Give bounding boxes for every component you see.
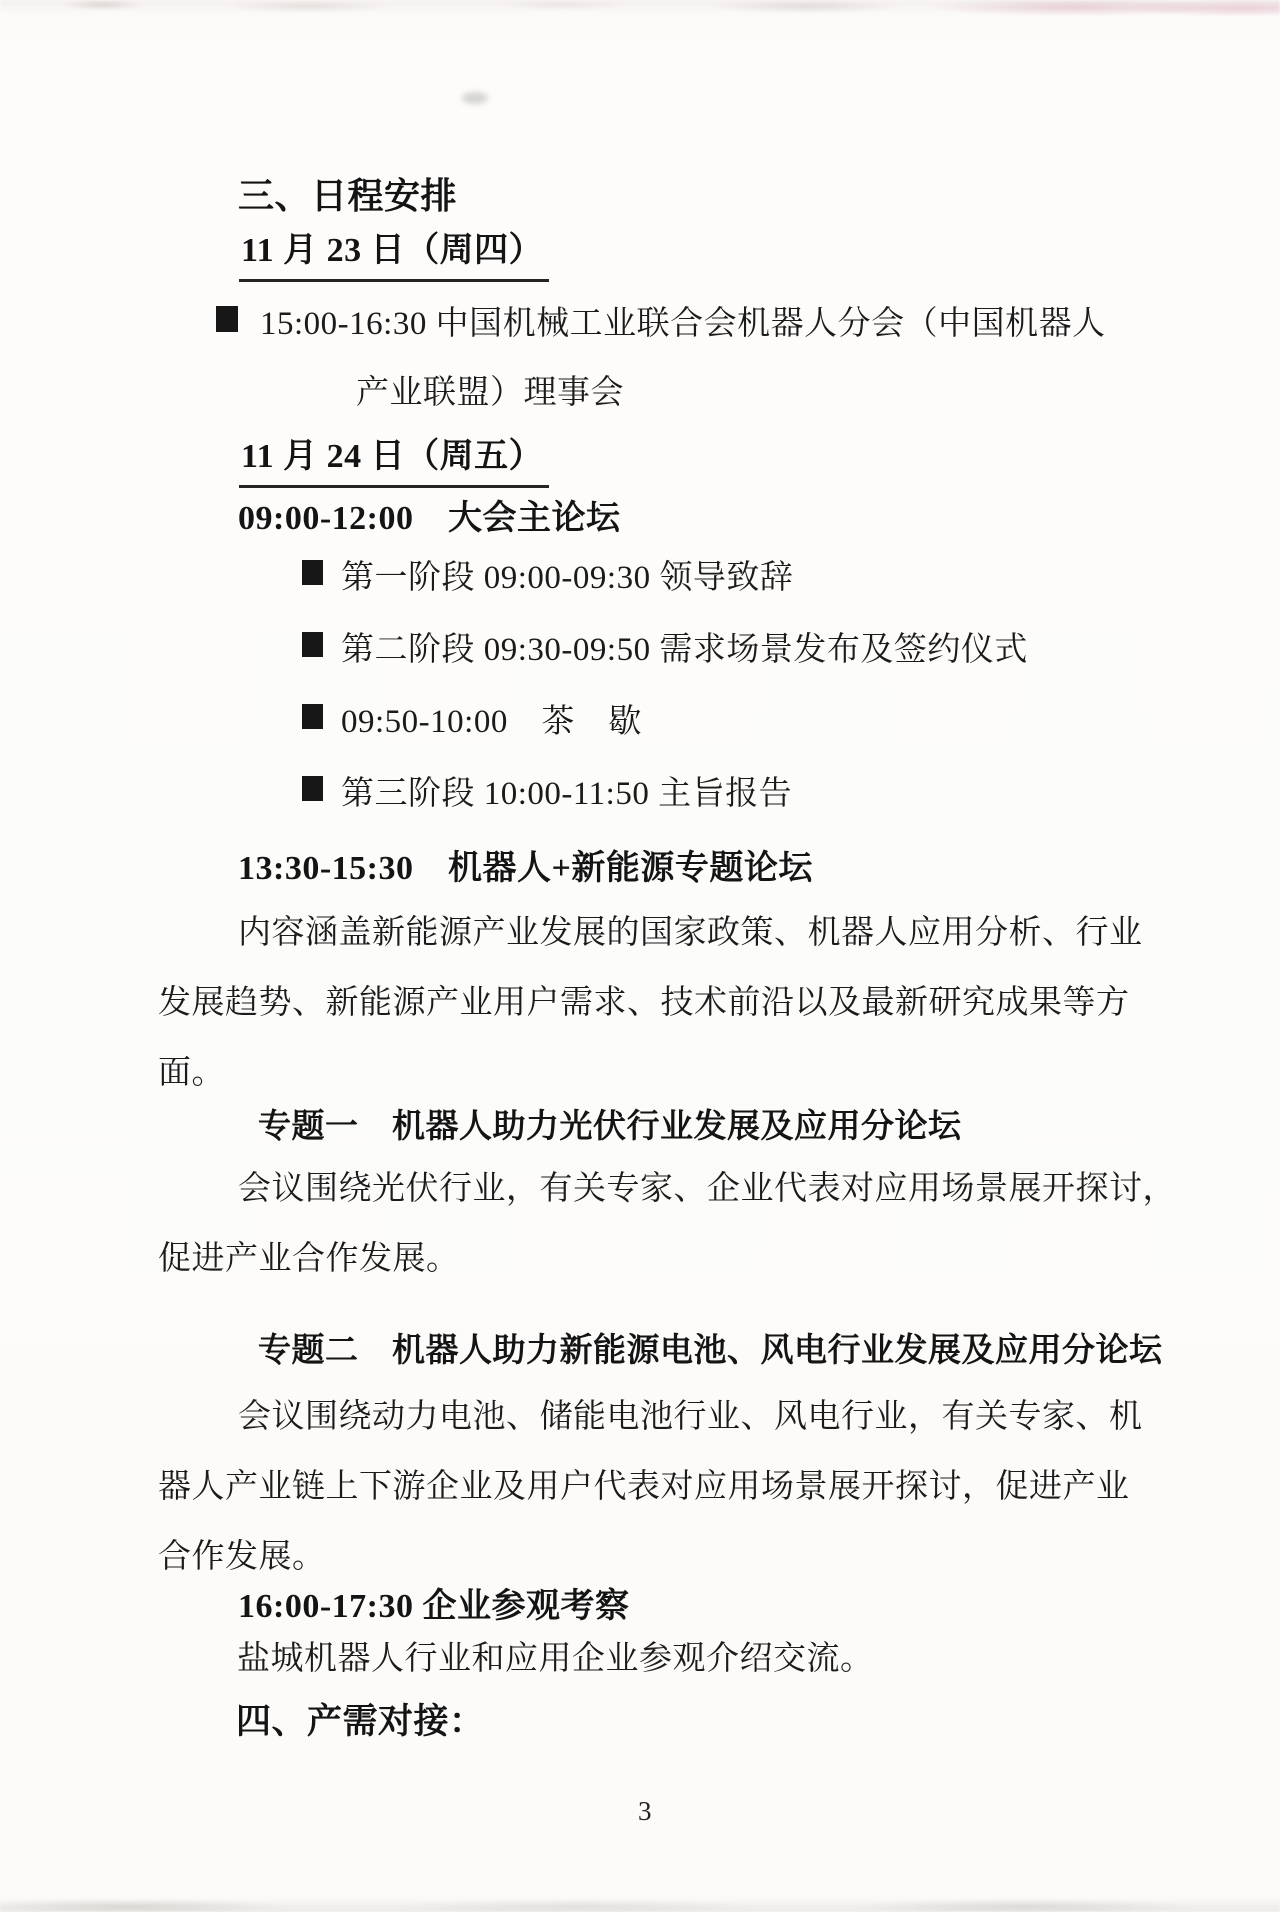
date-nov23-text: 11 月 23 日（周四） [239,222,549,282]
agenda-item-text-line2: 产业联盟）理事会 [356,375,624,411]
bullet-square-icon [302,560,323,585]
scan-artifact-smudge [462,92,488,104]
stage2-text: 第二阶段 09:30-09:50 需求场景发布及签约仪式 [341,632,1028,668]
agenda-item-council-meeting [216,297,1106,344]
date-heading-nov24 [239,428,549,488]
main-forum-title: 09:00-12:00 大会主论坛 [238,500,621,537]
date-nov24-text: 11 月 24 日（周五） [239,428,549,488]
topic1-desc-line2: 促进产业合作发展。 [158,1241,460,1277]
visit-desc: 盐城机器人行业和应用企业参观介绍交流。 [237,1641,874,1677]
topic1-title: 专题一 机器人助力光伏行业发展及应用分论坛 [258,1109,962,1145]
scan-artifact-top [0,0,1280,16]
visit-title: 16:00-17:30 企业参观考察 [238,1588,630,1625]
bullet-square-icon [302,704,323,729]
topic2-desc-line3: 合作发展。 [158,1539,326,1575]
new-energy-desc-line2: 发展趋势、新能源产业用户需求、技术前沿以及最新研究成果等方 [158,985,1130,1021]
new-energy-desc-line1: 内容涵盖新能源产业发展的国家政策、机器人应用分析、行业 [238,915,1143,951]
stage1-text: 第一阶段 09:00-09:30 领导致辞 [341,560,794,596]
topic1-desc-line1: 会议围绕光伏行业，有关专家、企业代表对应用场景展开探讨， [238,1171,1176,1207]
topic2-desc-line1: 会议围绕动力电池、储能电池行业、风电行业，有关专家、机 [238,1399,1143,1435]
main-forum-stage2 [302,623,1028,670]
page-number: 3 [638,1796,652,1826]
main-forum-tea-break [302,695,642,742]
scan-artifact-bottom [0,1898,1280,1912]
topic2-title: 专题二 机器人助力新能源电池、风电行业发展及应用分论坛 [258,1333,1163,1369]
tea-break-text: 09:50-10:00 茶 歇 [341,704,642,740]
main-forum-stage1 [302,551,793,598]
bullet-square-icon [302,632,323,657]
section-heading-schedule: 三、日程安排 [238,176,458,216]
main-forum-stage3 [302,767,792,814]
bullet-square-icon [302,776,323,801]
topic2-desc-line2: 器人产业链上下游企业及用户代表对应用场景展开探讨，促进产业 [158,1469,1130,1505]
section-heading-matchmaking: 四、产需对接： [236,1702,485,1741]
bullet-square-icon [216,306,238,332]
agenda-item-text-line1: 15:00-16:30 中国机械工业联合会机器人分会（中国机器人 [260,306,1106,342]
date-heading-nov23 [239,222,549,282]
new-energy-forum-title: 13:30-15:30 机器人+新能源专题论坛 [238,850,813,887]
stage3-text: 第三阶段 10:00-11:50 主旨报告 [341,776,793,812]
new-energy-desc-line3: 面。 [158,1055,225,1091]
